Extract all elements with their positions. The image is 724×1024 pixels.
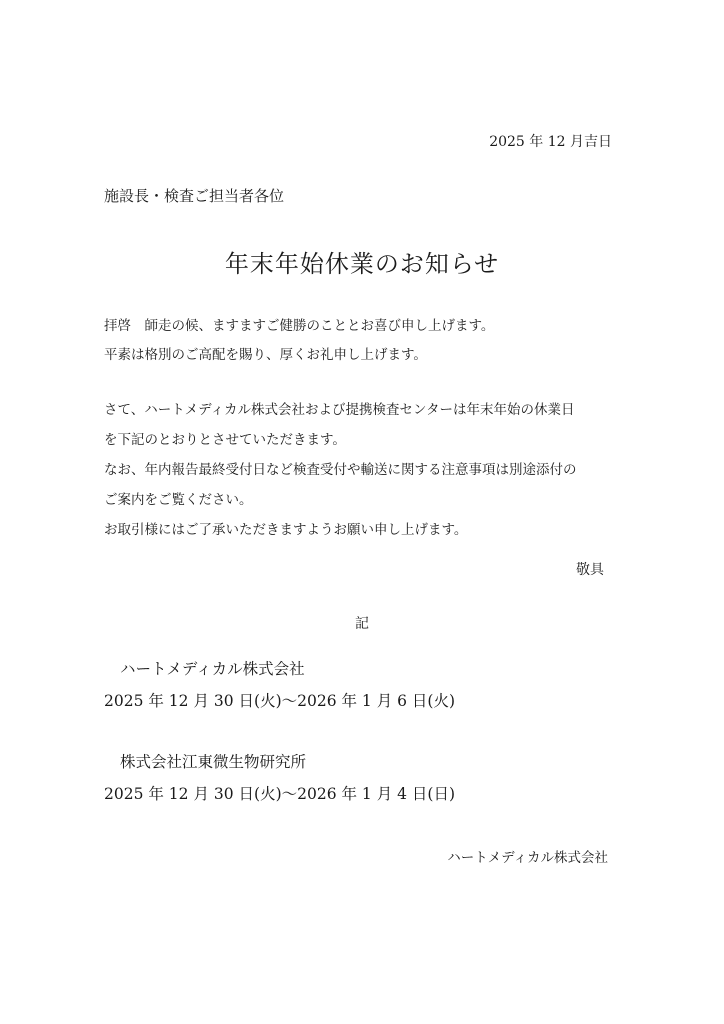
greeting-line-2: 平素は格別のご高配を賜り、厚くお礼申し上げます。 xyxy=(104,347,427,363)
sender-company: ハートメディカル株式会社 xyxy=(447,850,608,866)
schedule-period-1: 2025 年 12 月 30 日(火)～2026 年 1 月 6 日(火) xyxy=(104,692,456,710)
schedule-company-1: ハートメディカル株式会社 xyxy=(120,660,305,678)
recipient-line: 施設長・検査ご担当者各位 xyxy=(104,187,285,205)
document-date: 2025 年 12 月吉日 xyxy=(489,134,612,150)
greeting-line-1: 拝啓 師走の候、ますますご健勝のこととお喜び申し上げます。 xyxy=(104,318,495,334)
closing-keigu: 敬具 xyxy=(576,562,604,578)
schedule-company-2: 株式会社江東微生物研究所 xyxy=(120,753,307,771)
body-line-1: さて、ハートメディカル株式会社および提携検査センターは年末年始の休業日 xyxy=(104,402,575,418)
body-line-2: を下記のとおりとさせていただきます。 xyxy=(104,432,346,448)
body-line-4: ご案内をご覧ください。 xyxy=(104,492,253,508)
ki-heading: 記 xyxy=(355,616,369,632)
body-line-5: お取引様にはご了承いただきますようお願い申し上げます。 xyxy=(104,522,468,538)
schedule-period-2: 2025 年 12 月 30 日(火)～2026 年 1 月 4 日(日) xyxy=(104,785,456,803)
body-line-3: なお、年内報告最終受付日など検査受付や輸送に関する注意事項は別途添付の xyxy=(104,462,577,478)
document-title: 年末年始休業のお知らせ xyxy=(224,250,500,278)
